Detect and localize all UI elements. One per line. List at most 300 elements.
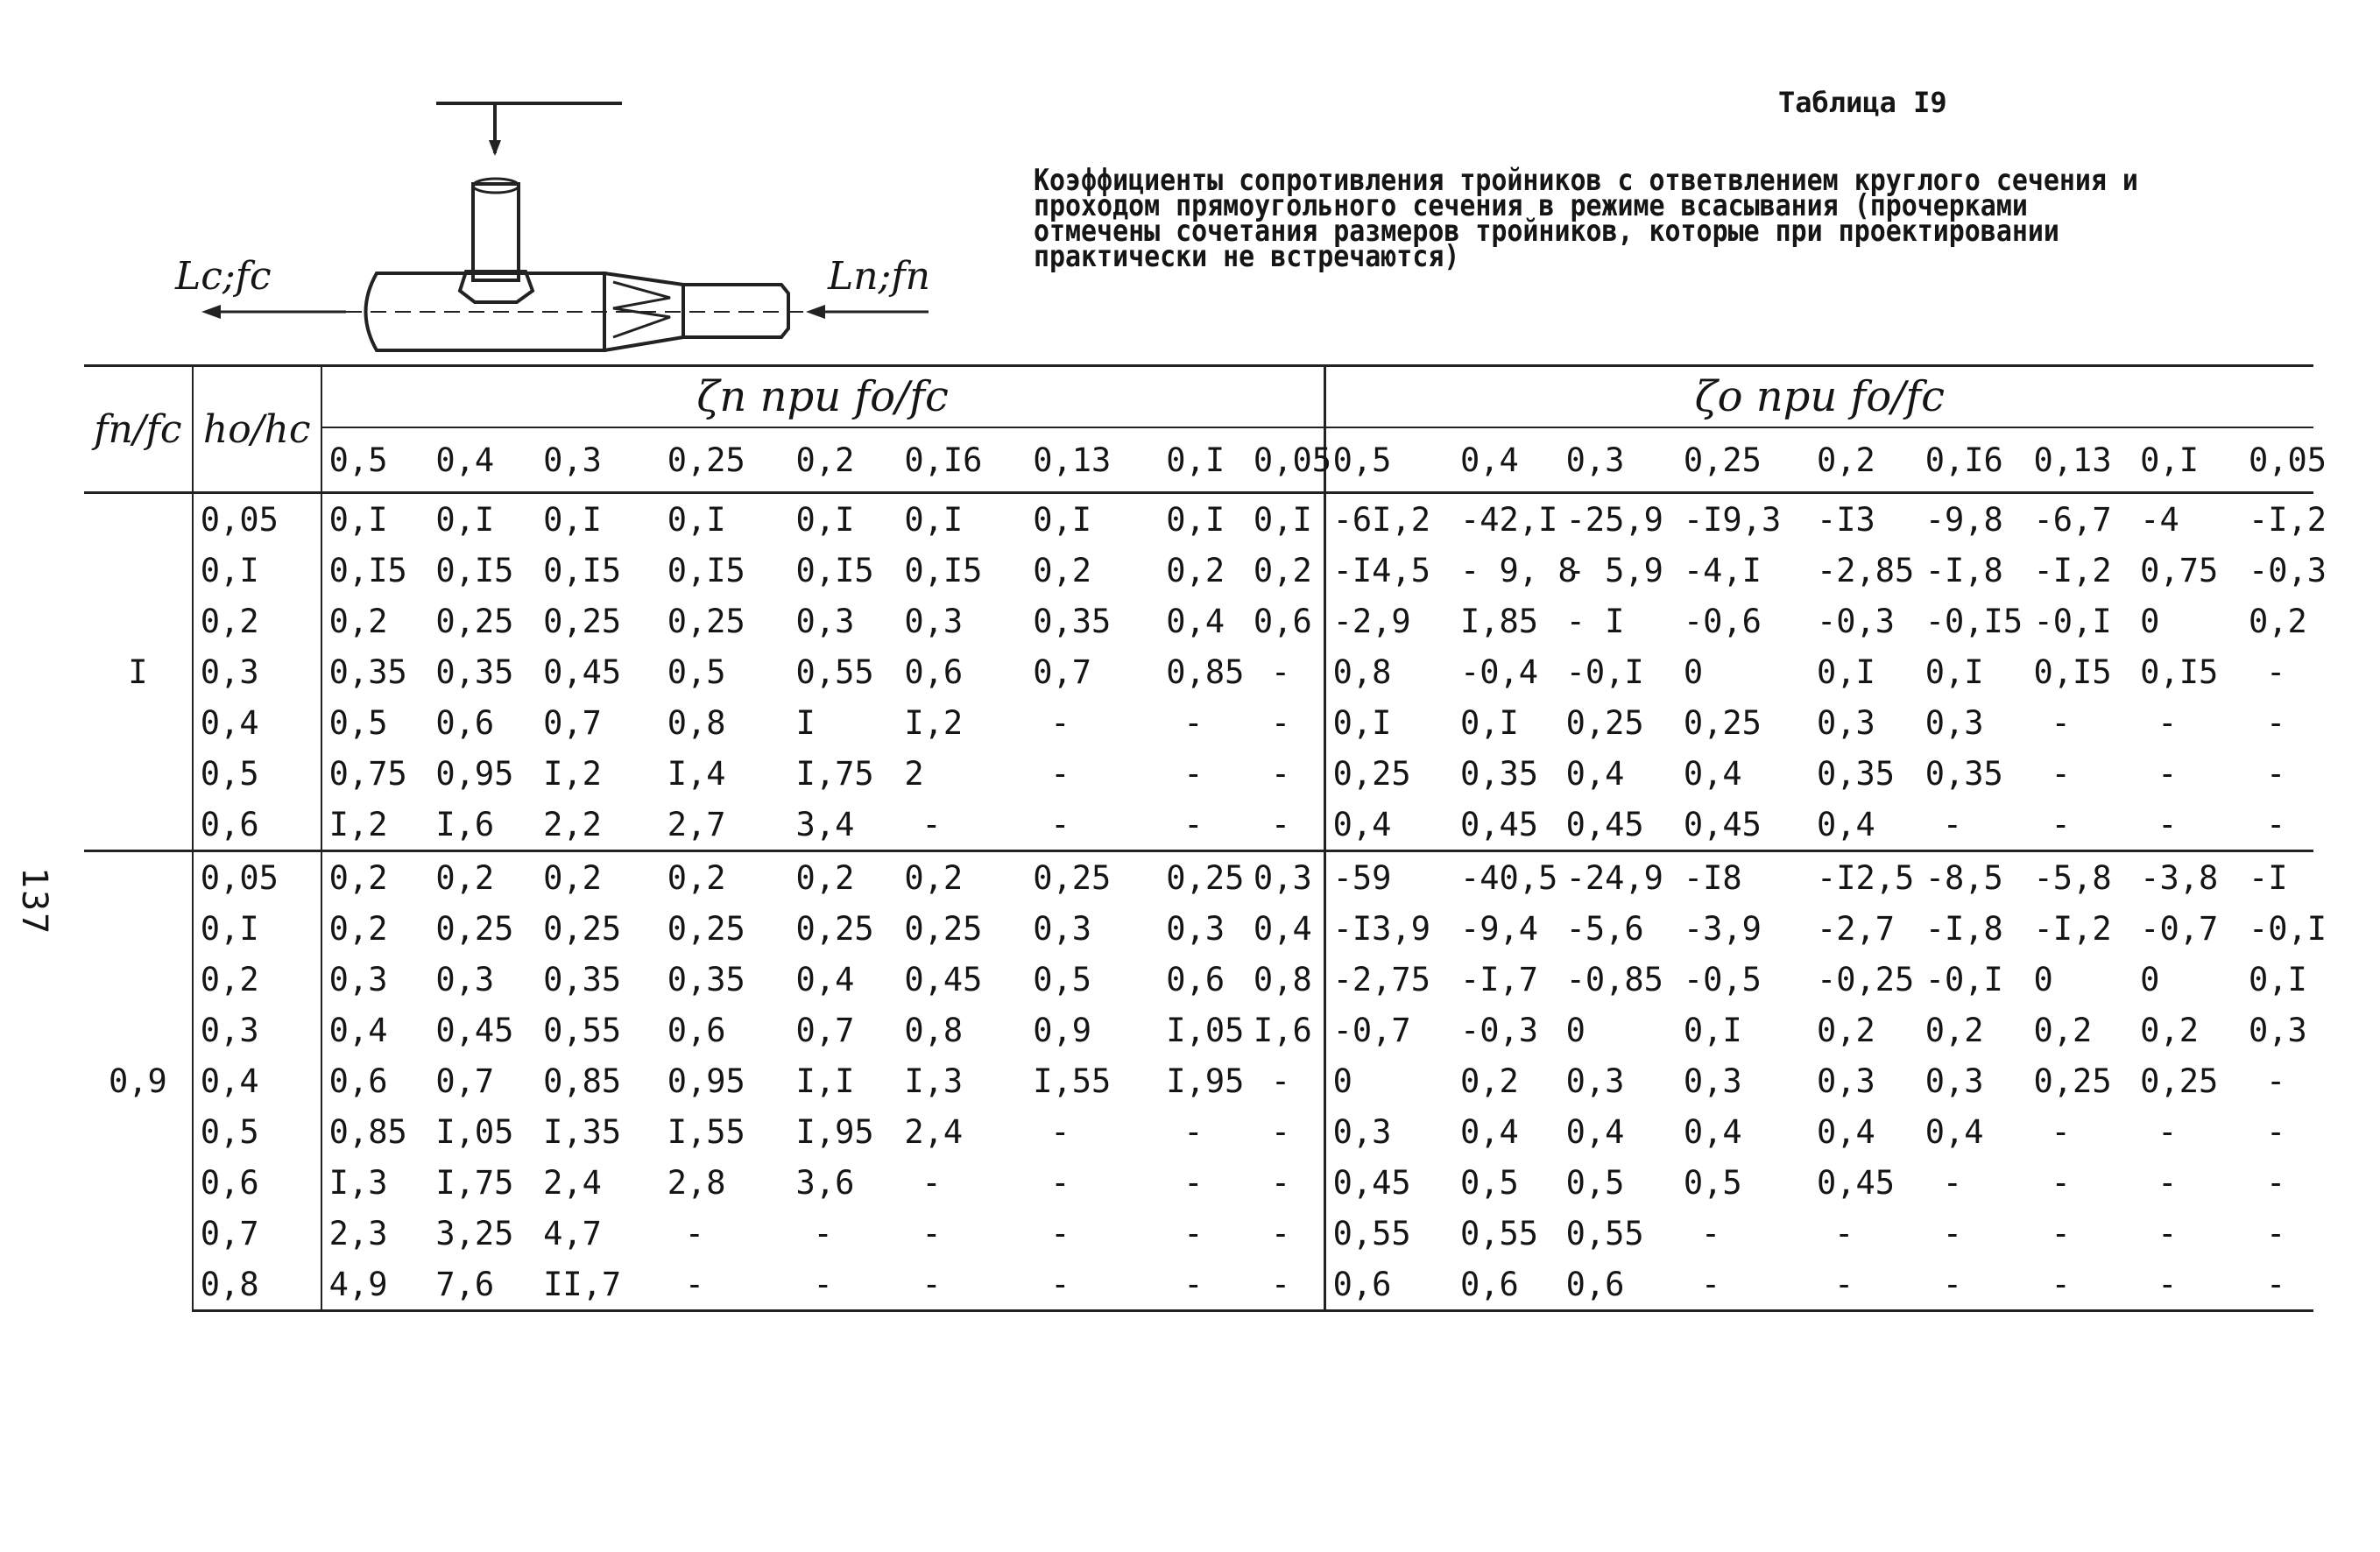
zeta-o-cell: -3,8 bbox=[2133, 851, 2242, 904]
zeta-n-cell: - bbox=[1246, 1157, 1324, 1208]
zeta-n-cell: 0,I5 bbox=[667, 551, 745, 589]
zeta-o-cell: 0,2 bbox=[1816, 1011, 1875, 1049]
zeta-o-cell: -0,I bbox=[1924, 960, 2003, 998]
zeta-o-cell: - bbox=[2242, 1259, 2313, 1311]
zeta-o-cell: - bbox=[2158, 1112, 2178, 1151]
ratio-header-n-0: 0,5 bbox=[321, 427, 429, 493]
zeta-o-cell: -0,7 bbox=[2140, 909, 2219, 948]
zeta-n-cell: I bbox=[795, 703, 816, 742]
table-row bbox=[84, 748, 2313, 799]
fn-fc-value: 0,9 bbox=[84, 851, 193, 1311]
zeta-o-cell: 0,4 bbox=[1332, 805, 1392, 843]
table-body bbox=[84, 493, 2327, 1311]
table-row bbox=[84, 1106, 2313, 1157]
zeta-o-cell: -I bbox=[2242, 851, 2313, 904]
ho-hc-value: 0,6 bbox=[193, 1157, 321, 1208]
zeta-n-cell: - bbox=[1183, 703, 1204, 742]
zeta-n-cell: - bbox=[1183, 1112, 1204, 1151]
zeta-o-cell: 0,I bbox=[1332, 703, 1392, 742]
zeta-o-cell: 0,4 bbox=[1459, 1112, 1519, 1151]
zeta-n-cell: - bbox=[1246, 1259, 1324, 1311]
branch-flange bbox=[460, 272, 533, 302]
ho-hc-value: 0,I bbox=[193, 903, 321, 954]
ratio-header-o-8: 0,05 bbox=[2242, 427, 2313, 493]
ratio-header-n-2: 0,3 bbox=[536, 427, 660, 493]
ho-hc-value: 0,4 bbox=[193, 1055, 321, 1106]
zeta-n-cell: 4,9 bbox=[321, 1259, 429, 1311]
zeta-o-cell: - bbox=[2051, 754, 2071, 793]
ho-hc-value: 0,7 bbox=[193, 1208, 321, 1259]
ratio-header-o-3: 0,25 bbox=[1677, 427, 1810, 493]
zeta-n-cell: - bbox=[922, 1163, 942, 1202]
zeta-n-cell: 0,45 bbox=[543, 653, 622, 691]
zeta-n-cell: 0,25 bbox=[1026, 851, 1159, 904]
table-row bbox=[84, 851, 2313, 904]
zeta-n-cell: I,55 bbox=[1033, 1062, 1112, 1100]
zeta-n-cell: - bbox=[1026, 1259, 1159, 1311]
zeta-o-group-header: ζo при fo/fc bbox=[1324, 366, 2313, 428]
zeta-o-cell: 0,6 bbox=[1324, 1259, 1453, 1311]
ho-hc-value: 0,3 bbox=[193, 646, 321, 697]
zeta-o-cell: -5,6 bbox=[1565, 909, 1644, 948]
zeta-o-cell: 0,I bbox=[1683, 1011, 1742, 1049]
zeta-o-cell: - bbox=[2265, 754, 2286, 793]
zeta-n-cell: I,4 bbox=[667, 754, 726, 793]
zeta-o-cell: - bbox=[2158, 805, 2178, 843]
zeta-n-cell: I,35 bbox=[543, 1112, 622, 1151]
zeta-n-cell: 2,7 bbox=[667, 805, 726, 843]
zeta-n-cell: 0,8 bbox=[667, 703, 726, 742]
zeta-n-cell: 3,25 bbox=[435, 1214, 514, 1252]
zeta-n-cell: 0,4 bbox=[1166, 602, 1225, 640]
zeta-o-cell: 0,3 bbox=[1683, 1062, 1742, 1100]
zeta-n-cell: - bbox=[1246, 697, 1324, 748]
zeta-o-cell: -I2,5 bbox=[1810, 851, 1918, 904]
zeta-o-cell: - bbox=[2158, 703, 2178, 742]
zeta-n-cell: 3,6 bbox=[795, 1163, 855, 1202]
zeta-n-cell: 0,45 bbox=[435, 1011, 514, 1049]
zeta-o-cell: -5,8 bbox=[2027, 851, 2134, 904]
zeta-n-cell: 0,I5 bbox=[435, 551, 514, 589]
zeta-o-cell: - bbox=[2158, 1214, 2178, 1252]
zeta-n-cell: 0,7 bbox=[543, 703, 602, 742]
zeta-n-cell: 0,I bbox=[897, 493, 1026, 546]
ho-hc-value: 0,5 bbox=[193, 1106, 321, 1157]
zeta-n-cell: 0,25 bbox=[795, 909, 874, 948]
zeta-n-cell: I,2 bbox=[904, 703, 964, 742]
zeta-o-cell: -2,75 bbox=[1332, 960, 1430, 998]
zeta-o-cell: -I,7 bbox=[1459, 960, 1539, 998]
zeta-n-cell: 0,25 bbox=[1159, 851, 1246, 904]
zeta-n-cell: 0,2 bbox=[897, 851, 1026, 904]
zeta-n-cell: 0,2 bbox=[789, 851, 898, 904]
ho-hc-value: 0,8 bbox=[193, 1259, 321, 1311]
ratio-header-o-0: 0,5 bbox=[1324, 427, 1453, 493]
zeta-o-cell: 0,45 bbox=[1816, 1163, 1896, 1202]
zeta-o-cell: 0,3 bbox=[1565, 1062, 1625, 1100]
zeta-n-cell: 2,8 bbox=[667, 1163, 726, 1202]
passage-flow-label: Ln;fn bbox=[828, 254, 931, 299]
zeta-n-cell: 0,6 bbox=[904, 653, 964, 691]
ratio-header-n-7: 0,I bbox=[1159, 427, 1246, 493]
zeta-n-cell: 0,25 bbox=[904, 909, 983, 948]
zeta-o-cell: 0,35 bbox=[1459, 754, 1539, 793]
zeta-o-cell: 0,35 bbox=[1924, 754, 2003, 793]
zeta-n-cell: - bbox=[813, 1214, 833, 1252]
zeta-o-cell: 0,I5 bbox=[2140, 653, 2219, 691]
zeta-n-cell: 0,5 bbox=[328, 703, 388, 742]
zeta-o-cell: - bbox=[2027, 1259, 2134, 1311]
zeta-n-cell: I,I bbox=[795, 1062, 855, 1100]
zeta-n-cell: - bbox=[660, 1259, 789, 1311]
zeta-n-cell: II,7 bbox=[536, 1259, 660, 1311]
zeta-o-cell: - bbox=[2051, 1112, 2071, 1151]
zeta-o-cell: 0,25 bbox=[2033, 1062, 2112, 1100]
zeta-n-cell: 0,4 bbox=[795, 960, 855, 998]
zeta-n-cell: 2 bbox=[904, 754, 924, 793]
zeta-n-cell: 0,25 bbox=[667, 909, 745, 948]
zeta-n-cell: 0,6 bbox=[435, 703, 495, 742]
zeta-n-cell: I,05 bbox=[1166, 1011, 1245, 1049]
zeta-n-cell: 0,6 bbox=[1246, 596, 1324, 646]
zeta-o-cell: 0,4 bbox=[1816, 805, 1875, 843]
header-row-groups bbox=[84, 366, 2313, 428]
zeta-o-cell: 0,3 bbox=[1816, 1062, 1875, 1100]
transition-lines bbox=[613, 282, 670, 337]
zeta-o-cell: 0,2 bbox=[1924, 1011, 1984, 1049]
zeta-n-cell: I,3 bbox=[904, 1062, 964, 1100]
tee-diagram bbox=[158, 88, 990, 368]
zeta-n-cell: - bbox=[1246, 1208, 1324, 1259]
zeta-o-cell: -42,I bbox=[1453, 493, 1559, 546]
zeta-n-cell: - bbox=[1246, 1055, 1324, 1106]
table-row bbox=[84, 1157, 2313, 1208]
zeta-o-cell: -0,3 bbox=[1816, 602, 1896, 640]
zeta-o-cell: - bbox=[2051, 703, 2071, 742]
zeta-o-cell: - 5,9 bbox=[1565, 551, 1663, 589]
zeta-n-cell: 3,4 bbox=[795, 805, 855, 843]
zeta-o-cell: - bbox=[1700, 1214, 1721, 1252]
branch-arrowhead bbox=[489, 140, 501, 156]
zeta-n-cell: 0,7 bbox=[795, 1011, 855, 1049]
zeta-n-cell: I,75 bbox=[435, 1163, 514, 1202]
zeta-o-cell: -2,85 bbox=[1816, 551, 1915, 589]
zeta-o-cell: -6,7 bbox=[2027, 493, 2134, 546]
zeta-o-cell: 0,3 bbox=[1924, 1062, 1984, 1100]
zeta-o-cell: I,85 bbox=[1459, 602, 1539, 640]
zeta-o-cell: 0,2 bbox=[2140, 1011, 2199, 1049]
zeta-o-cell: -59 bbox=[1324, 851, 1453, 904]
zeta-o-cell: - bbox=[2051, 1163, 2071, 1202]
zeta-n-cell: I,55 bbox=[667, 1112, 745, 1151]
ho-hc-value: 0,5 bbox=[193, 748, 321, 799]
ho-hc-header: ho/hc bbox=[193, 366, 321, 493]
zeta-o-cell: 0,2 bbox=[2033, 1011, 2093, 1049]
zeta-n-cell: 0,7 bbox=[435, 1062, 495, 1100]
table-row bbox=[84, 646, 2313, 697]
zeta-n-cell: I,95 bbox=[795, 1112, 874, 1151]
zeta-n-cell: 0,6 bbox=[1166, 960, 1225, 998]
zeta-n-cell: 0,I bbox=[321, 493, 429, 546]
table-row bbox=[84, 1005, 2313, 1055]
zeta-n-cell: - bbox=[1183, 805, 1204, 843]
zeta-o-cell: - bbox=[2051, 805, 2071, 843]
zeta-n-cell: 0,25 bbox=[543, 602, 622, 640]
zeta-o-cell: 0 bbox=[2033, 960, 2053, 998]
table-row bbox=[84, 799, 2313, 851]
zeta-o-cell: -0,7 bbox=[1332, 1011, 1411, 1049]
zeta-o-cell: -4,I bbox=[1683, 551, 1762, 589]
zeta-n-cell: 0,2 bbox=[328, 909, 388, 948]
zeta-o-cell: 0,55 bbox=[1332, 1214, 1411, 1252]
zeta-n-cell: - bbox=[1183, 754, 1204, 793]
zeta-n-cell: 0,6 bbox=[667, 1011, 726, 1049]
zeta-o-cell: -I3 bbox=[1810, 493, 1918, 546]
ratio-header-o-1: 0,4 bbox=[1453, 427, 1559, 493]
zeta-n-cell: 4,7 bbox=[543, 1214, 602, 1252]
fn-fc-value: I bbox=[84, 493, 193, 851]
zeta-o-cell: -I4,5 bbox=[1332, 551, 1430, 589]
zeta-o-cell: 0 bbox=[1683, 653, 1704, 691]
zeta-n-cell: 0,25 bbox=[435, 602, 514, 640]
zeta-o-cell: 0,45 bbox=[1683, 805, 1762, 843]
table-row bbox=[84, 697, 2313, 748]
zeta-o-cell: -I,2 bbox=[2033, 551, 2112, 589]
zeta-n-cell: 0,3 bbox=[1246, 851, 1324, 904]
zeta-n-cell: 0,85 bbox=[543, 1062, 622, 1100]
zeta-n-cell: 0,35 bbox=[435, 653, 514, 691]
branch-pipe bbox=[473, 184, 519, 280]
zeta-o-cell: 0,35 bbox=[1816, 754, 1896, 793]
ho-hc-value: 0,I bbox=[193, 545, 321, 596]
ho-hc-value: 0,2 bbox=[193, 596, 321, 646]
zeta-n-cell: - bbox=[1246, 1106, 1324, 1157]
zeta-n-cell: 0,I bbox=[536, 493, 660, 546]
zeta-n-cell: 0,35 bbox=[667, 960, 745, 998]
resistance-coefficients-table bbox=[84, 364, 2327, 1312]
zeta-o-cell: 0,6 bbox=[1453, 1259, 1559, 1311]
zeta-o-cell: - bbox=[2265, 1062, 2286, 1100]
zeta-o-cell: -4 bbox=[2133, 493, 2242, 546]
zeta-n-cell: 0,4 bbox=[328, 1011, 388, 1049]
zeta-n-cell: I,6 bbox=[1246, 1005, 1324, 1055]
zeta-n-cell: 0,35 bbox=[328, 653, 407, 691]
page-number: 137 bbox=[14, 867, 54, 936]
zeta-o-cell: 0,I bbox=[1459, 703, 1519, 742]
zeta-n-cell: 7,6 bbox=[428, 1259, 536, 1311]
ratio-header-n-6: 0,13 bbox=[1026, 427, 1159, 493]
zeta-o-cell: - bbox=[2158, 754, 2178, 793]
zeta-n-cell: 0,I bbox=[1159, 493, 1246, 546]
zeta-o-cell: - bbox=[1677, 1259, 1810, 1311]
zeta-o-cell: 0,45 bbox=[1459, 805, 1539, 843]
zeta-o-cell: 0,25 bbox=[1332, 754, 1411, 793]
zeta-n-cell: - bbox=[1050, 754, 1070, 793]
zeta-o-cell: 0,I5 bbox=[2033, 653, 2112, 691]
zeta-n-cell: 0,2 bbox=[321, 851, 429, 904]
zeta-o-cell: 0 bbox=[2140, 602, 2160, 640]
zeta-o-cell: -I9,3 bbox=[1677, 493, 1810, 546]
zeta-n-cell: 0,I bbox=[1246, 493, 1324, 546]
fn-fc-header: fn/fc bbox=[84, 366, 193, 493]
zeta-n-cell: 0,2 bbox=[1246, 545, 1324, 596]
zeta-n-cell: - bbox=[1050, 805, 1070, 843]
zeta-o-cell: 0,3 bbox=[1332, 1112, 1392, 1151]
zeta-o-cell: -9,8 bbox=[1918, 493, 2027, 546]
zeta-n-cell: I,6 bbox=[435, 805, 495, 843]
table-row bbox=[84, 596, 2313, 646]
table-caption: Коэффициенты сопротивления тройников с ответвлением круглого сечения и проходом прямоугольного сечения в режиме всасывания (прочерками отмечены сочетания размеров тройников, которые при проектировании практически не встречаются) bbox=[1034, 163, 2138, 274]
zeta-n-cell: 0,I bbox=[1026, 493, 1159, 546]
zeta-o-cell: - bbox=[2265, 703, 2286, 742]
zeta-o-cell: -2,7 bbox=[1816, 909, 1896, 948]
zeta-n-cell: 0,3 bbox=[328, 960, 388, 998]
zeta-n-cell: 0,I5 bbox=[795, 551, 874, 589]
zeta-o-cell: - 9, 8 bbox=[1459, 551, 1578, 589]
zeta-o-cell: - bbox=[1942, 805, 1962, 843]
zeta-n-cell: 0,95 bbox=[667, 1062, 745, 1100]
zeta-o-cell: - bbox=[1918, 1259, 2027, 1311]
zeta-n-cell: 0,I5 bbox=[904, 551, 983, 589]
zeta-n-cell: 0,8 bbox=[904, 1011, 964, 1049]
ratio-header-o-7: 0,I bbox=[2133, 427, 2242, 493]
zeta-o-cell: 0,I bbox=[2248, 960, 2307, 998]
zeta-n-cell: - bbox=[1246, 646, 1324, 697]
zeta-n-cell: 0,I5 bbox=[328, 551, 407, 589]
zeta-n-cell: - bbox=[789, 1259, 898, 1311]
zeta-n-cell: 0,7 bbox=[1033, 653, 1092, 691]
table-number: Таблица I9 bbox=[1778, 86, 1947, 119]
zeta-o-cell: - I bbox=[1565, 602, 1625, 640]
inflow-arrowhead bbox=[806, 305, 825, 319]
zeta-n-group-header: ζn при fo/fc bbox=[321, 366, 1324, 428]
zeta-o-cell: -0,I bbox=[2248, 909, 2327, 948]
zeta-n-cell: 0,2 bbox=[536, 851, 660, 904]
zeta-o-cell: -I,8 bbox=[1924, 551, 2003, 589]
ho-hc-value: 0,05 bbox=[193, 493, 321, 546]
zeta-n-cell: 0,2 bbox=[660, 851, 789, 904]
zeta-n-cell: 0,55 bbox=[543, 1011, 622, 1049]
ratio-header-o-6: 0,13 bbox=[2027, 427, 2134, 493]
zeta-o-cell: -I3,9 bbox=[1332, 909, 1430, 948]
zeta-n-cell: - bbox=[1050, 703, 1070, 742]
ratio-header-o-4: 0,2 bbox=[1810, 427, 1918, 493]
zeta-o-cell: 0,45 bbox=[1565, 805, 1644, 843]
ratio-header-n-1: 0,4 bbox=[428, 427, 536, 493]
zeta-n-cell: 0,4 bbox=[1246, 903, 1324, 954]
zeta-n-cell: 0,85 bbox=[1166, 653, 1245, 691]
zeta-n-cell: 0,2 bbox=[1166, 551, 1225, 589]
zeta-n-cell: - bbox=[1183, 1214, 1204, 1252]
zeta-o-cell: 0,4 bbox=[1565, 754, 1625, 793]
ratio-header-n-8: 0,05 bbox=[1246, 427, 1324, 493]
zeta-o-cell: 0,75 bbox=[2140, 551, 2219, 589]
zeta-o-cell: 0,3 bbox=[2248, 1011, 2307, 1049]
zeta-o-cell: 0,5 bbox=[1459, 1163, 1519, 1202]
zeta-n-cell: - bbox=[684, 1214, 704, 1252]
table-row bbox=[84, 545, 2313, 596]
zeta-o-cell: - bbox=[2265, 1214, 2286, 1252]
zeta-o-cell: -25,9 bbox=[1559, 493, 1677, 546]
ho-hc-value: 0,4 bbox=[193, 697, 321, 748]
zeta-o-cell: -0,I bbox=[2033, 602, 2112, 640]
ratio-header-o-5: 0,I6 bbox=[1918, 427, 2027, 493]
zeta-o-cell: -9,4 bbox=[1459, 909, 1539, 948]
zeta-o-cell: -0,6 bbox=[1683, 602, 1762, 640]
zeta-n-cell: 0,5 bbox=[1033, 960, 1092, 998]
zeta-n-cell: - bbox=[1246, 748, 1324, 799]
zeta-n-cell: 2,3 bbox=[328, 1214, 388, 1252]
zeta-n-cell: - bbox=[1050, 1163, 1070, 1202]
zeta-n-cell: I,2 bbox=[543, 754, 602, 793]
zeta-n-cell: 0,I bbox=[789, 493, 898, 546]
zeta-n-cell: 0,8 bbox=[1246, 954, 1324, 1005]
zeta-o-cell: 0 bbox=[1565, 1011, 1585, 1049]
zeta-o-cell: 0,3 bbox=[1816, 703, 1875, 742]
zeta-n-cell: 0,35 bbox=[543, 960, 622, 998]
ratio-header-n-3: 0,25 bbox=[660, 427, 789, 493]
table-row bbox=[84, 954, 2313, 1005]
zeta-n-cell: 0,5 bbox=[667, 653, 726, 691]
zeta-o-cell: 0,2 bbox=[2248, 602, 2307, 640]
ratio-header-n-5: 0,I6 bbox=[897, 427, 1026, 493]
zeta-o-cell: -0,I5 bbox=[1924, 602, 2023, 640]
zeta-o-cell: -0,I bbox=[1565, 653, 1644, 691]
zeta-n-cell: 0,3 bbox=[435, 960, 495, 998]
zeta-n-cell: 0,6 bbox=[328, 1062, 388, 1100]
zeta-o-cell: 0,4 bbox=[1683, 754, 1742, 793]
zeta-o-cell: - bbox=[1942, 1214, 1962, 1252]
zeta-o-cell: 0,2 bbox=[1459, 1062, 1519, 1100]
zeta-n-cell: 0,I bbox=[660, 493, 789, 546]
zeta-o-cell: - bbox=[2158, 1163, 2178, 1202]
zeta-o-cell: 0,4 bbox=[1924, 1112, 1984, 1151]
zeta-n-cell: I,2 bbox=[328, 805, 388, 843]
zeta-n-cell: 0,3 bbox=[795, 602, 855, 640]
ratio-header-o-2: 0,3 bbox=[1559, 427, 1677, 493]
ho-hc-value: 0,6 bbox=[193, 799, 321, 851]
zeta-n-cell: 0,9 bbox=[1033, 1011, 1092, 1049]
table-row bbox=[84, 903, 2313, 954]
zeta-o-cell: -I,2 bbox=[2033, 909, 2112, 948]
zeta-n-cell: - bbox=[1246, 799, 1324, 851]
zeta-n-cell: 0,95 bbox=[435, 754, 514, 793]
zeta-o-cell: - bbox=[1810, 1259, 1918, 1311]
zeta-o-cell: -0,85 bbox=[1565, 960, 1663, 998]
zeta-n-cell: I,75 bbox=[795, 754, 874, 793]
zeta-o-cell: - bbox=[2133, 1259, 2242, 1311]
zeta-n-cell: - bbox=[897, 1259, 1026, 1311]
ratio-header-n-4: 0,2 bbox=[789, 427, 898, 493]
table-row bbox=[84, 493, 2313, 546]
zeta-o-cell: 0,4 bbox=[1816, 1112, 1875, 1151]
zeta-n-cell: 0,3 bbox=[904, 602, 964, 640]
zeta-o-cell: - bbox=[2265, 1112, 2286, 1151]
zeta-o-cell: 0,4 bbox=[1565, 1112, 1625, 1151]
zeta-n-cell: 0,2 bbox=[328, 602, 388, 640]
zeta-o-cell: 0,25 bbox=[2140, 1062, 2219, 1100]
zeta-o-cell: 0 bbox=[1332, 1062, 1352, 1100]
zeta-o-cell: 0,55 bbox=[1565, 1214, 1644, 1252]
zeta-o-cell: -6I,2 bbox=[1324, 493, 1453, 546]
zeta-n-cell: 0,25 bbox=[667, 602, 745, 640]
table-row bbox=[84, 1055, 2313, 1106]
zeta-o-cell: - bbox=[2265, 805, 2286, 843]
zeta-n-cell: 2,4 bbox=[543, 1163, 602, 1202]
zeta-n-cell: - bbox=[1183, 1163, 1204, 1202]
zeta-n-cell: 0,35 bbox=[1033, 602, 1112, 640]
zeta-o-cell: 0,25 bbox=[1565, 703, 1644, 742]
